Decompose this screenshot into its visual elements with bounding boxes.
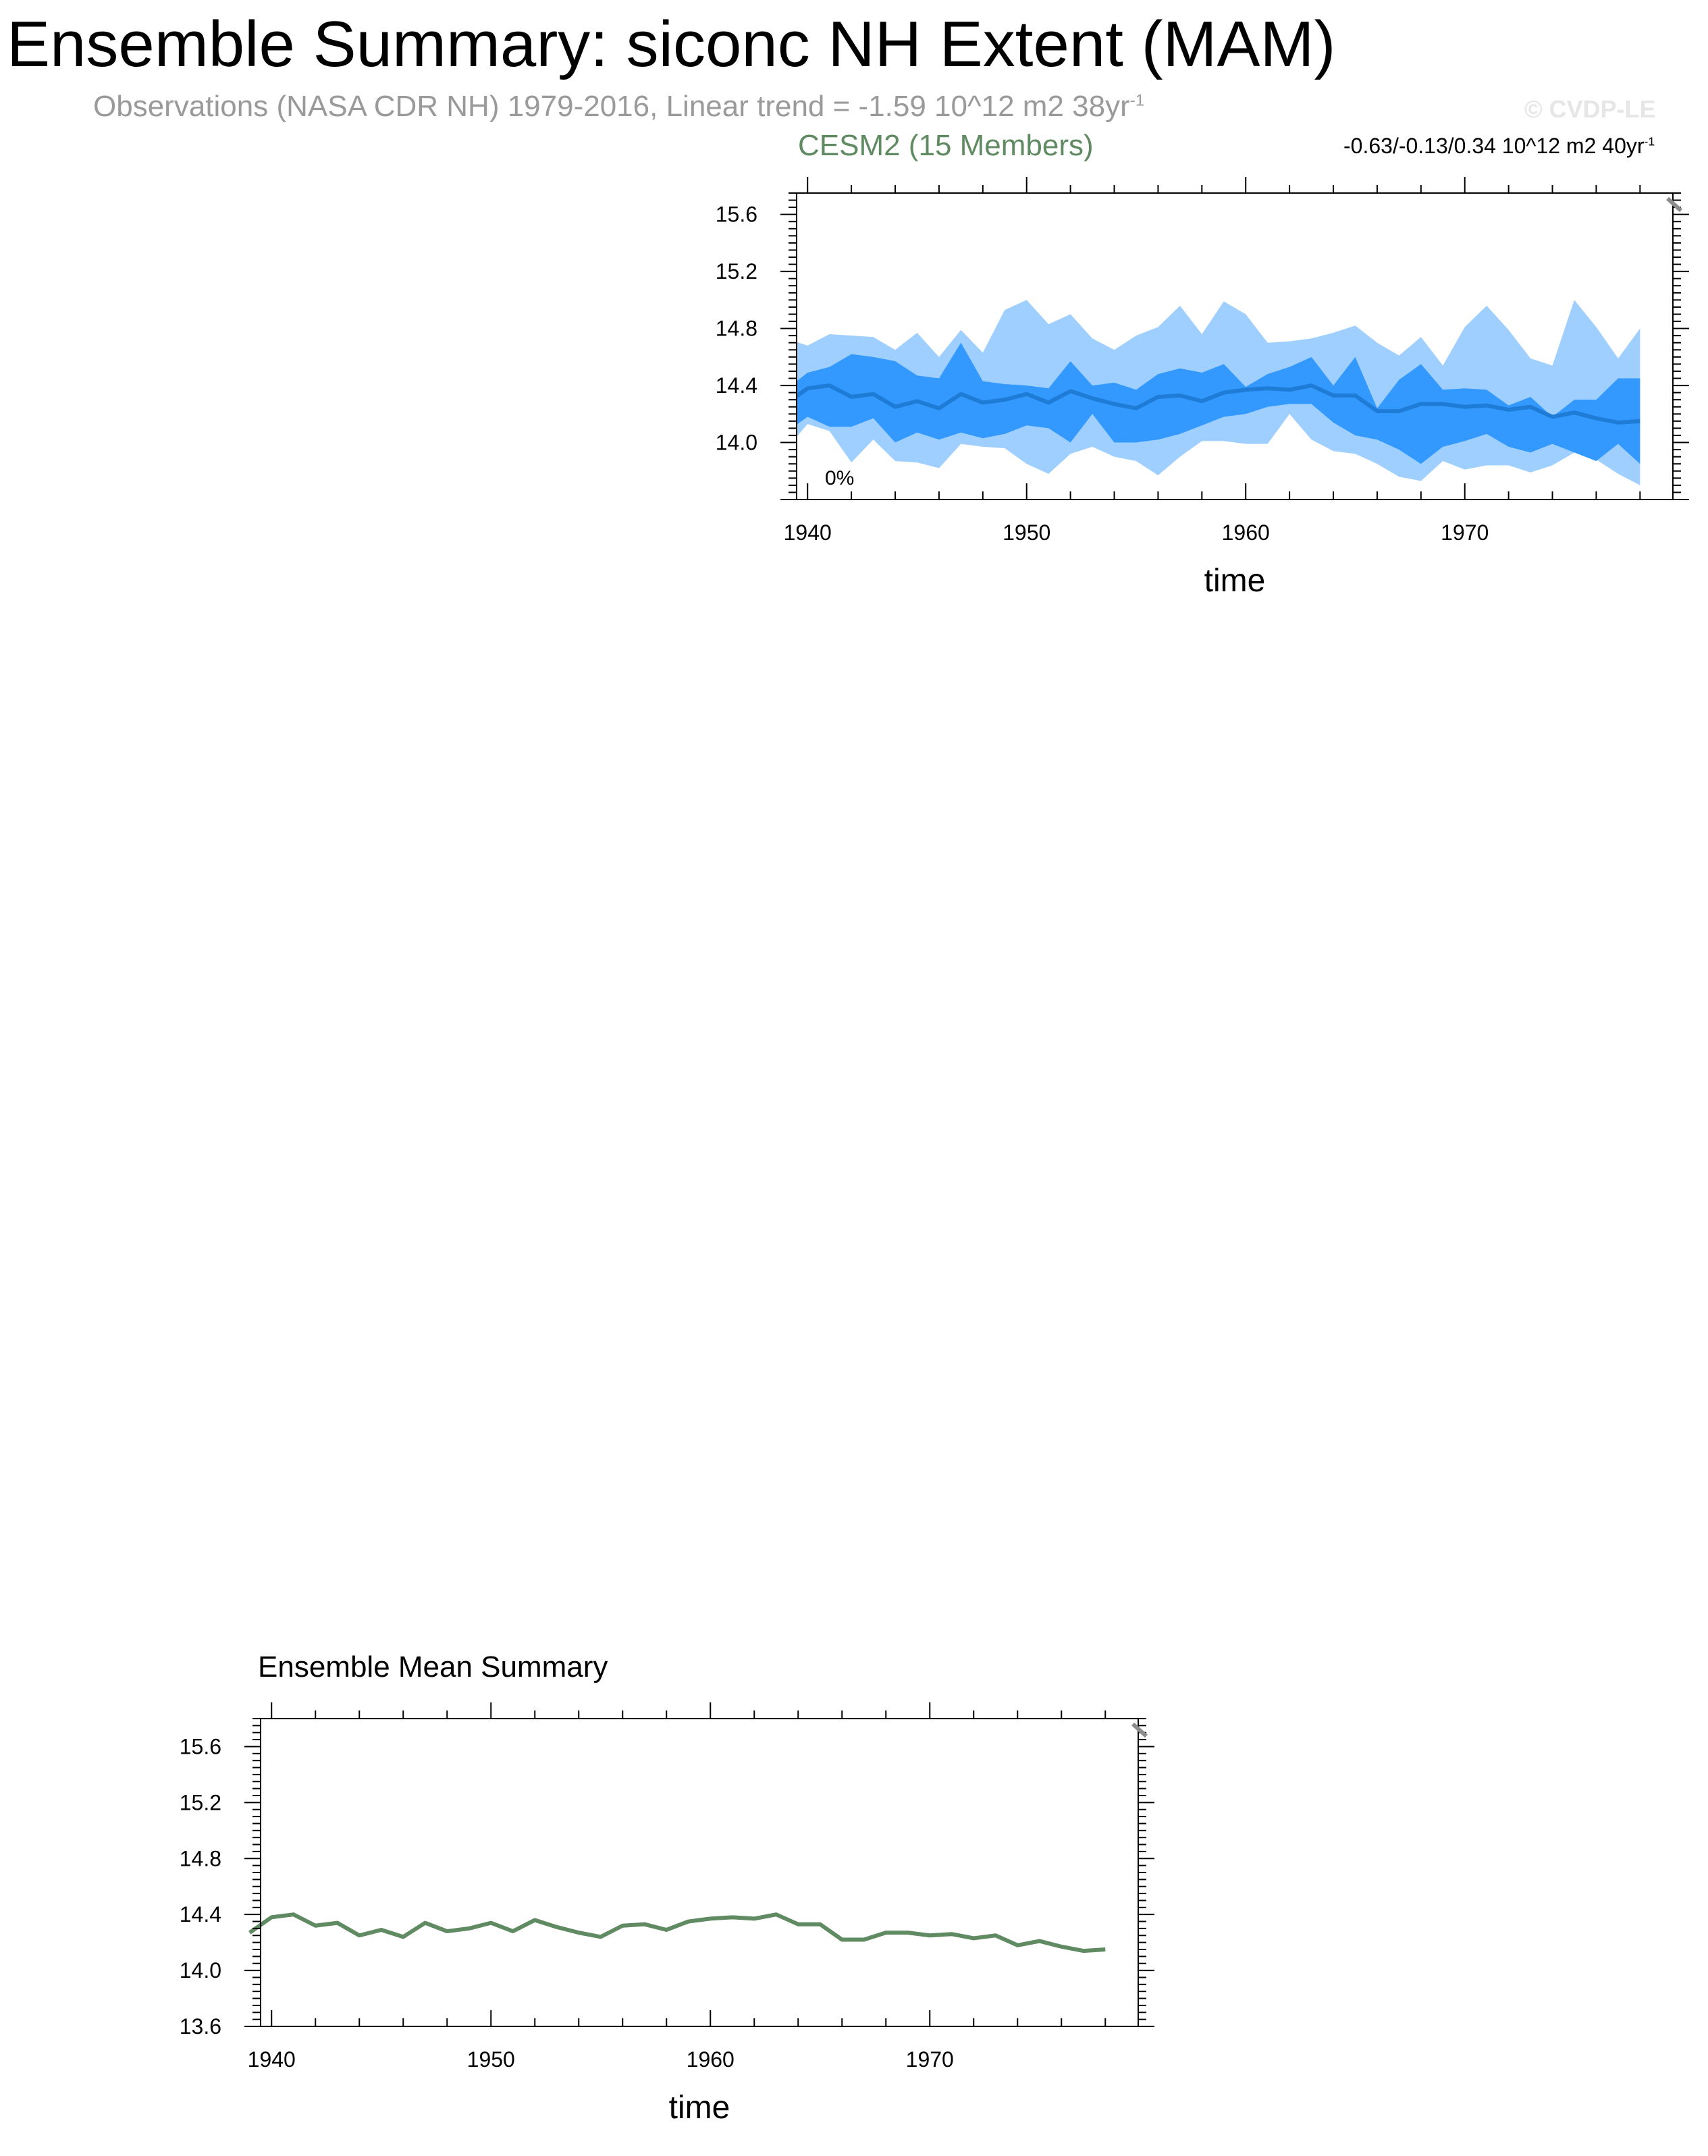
y-tick-label: 14.8 (715, 316, 757, 341)
x-tick-label: 1940 (247, 2047, 296, 2072)
x-tick-label: 1960 (1221, 520, 1270, 545)
y-tick-label: 14.4 (715, 373, 757, 398)
x-tick-label: 1940 (783, 520, 832, 545)
inset-percent-label: 0% (825, 467, 855, 489)
x-axis-label: time (668, 2090, 730, 2126)
ensemble-mean-title: Ensemble Mean Summary (258, 1650, 608, 1683)
plot-area (786, 300, 1640, 485)
x-tick-label: 1950 (1003, 520, 1051, 545)
y-tick-label: 14.8 (179, 1846, 221, 1871)
observations-exponent: -1 (1129, 91, 1145, 110)
trend-stats-exponent: -1 (1644, 134, 1655, 149)
y-tick-label: 14.0 (179, 1958, 221, 1983)
x-axis-label: time (1204, 563, 1266, 599)
page-title: Ensemble Summary: siconc NH Extent (MAM) (7, 8, 1336, 80)
x-tick-label: 1970 (905, 2047, 954, 2072)
ensemble-mean-series-line (250, 1914, 1106, 1951)
y-tick-label: 15.6 (715, 202, 757, 227)
chart-0 (716, 177, 1689, 599)
x-tick-label: 1970 (1441, 520, 1489, 545)
model-panel-title: CESM2 (15 Members) (798, 129, 1094, 162)
plot-frame (261, 1719, 1138, 2026)
y-tick-label: 15.6 (179, 1734, 221, 1759)
x-tick-label: 1950 (466, 2047, 515, 2072)
y-tick-label: 15.2 (179, 1790, 221, 1815)
observations-text: Observations (NASA CDR NH) 1979-2016, Linear trend = -1.59 10^12 m2 38yr (93, 90, 1130, 123)
y-tick-label: 15.2 (715, 259, 757, 284)
chart-1 (180, 1702, 1154, 2126)
y-tick-label: 13.6 (179, 2014, 221, 2039)
x-tick-label: 1960 (686, 2047, 735, 2072)
trend-stats-text: -0.63/-0.13/0.34 10^12 m2 40yr (1343, 134, 1645, 158)
y-tick-label: 14.0 (715, 430, 757, 455)
y-tick-label: 14.4 (179, 1902, 221, 1927)
watermark: © CVDP-LE (1524, 95, 1656, 123)
